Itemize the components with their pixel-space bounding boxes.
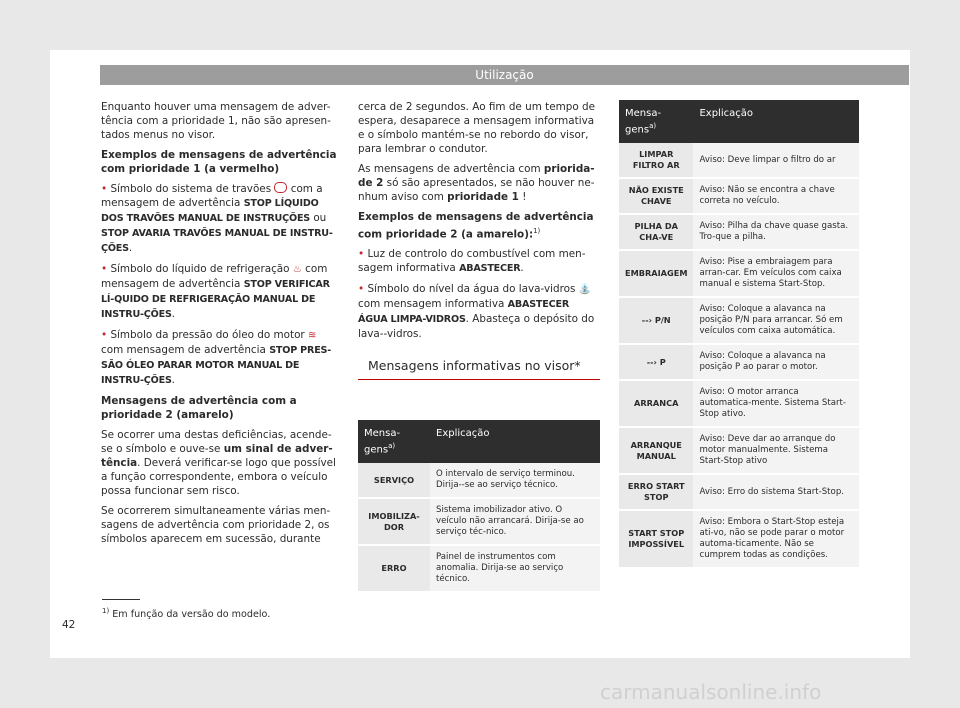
heading-examples-priority-2: Exemplos de mensagens de advertência com prioridade 2 (a amarelo):$^{1)}$ [358,211,594,241]
bullet-washer: • Símbolo do nível da água do lava-vidros ⛲ com mensagem informativa ABASTECER ÁGUA LIMPA-VIDROS. Abasteça o depósito do lava--vidros. [358,283,595,341]
info-messages-table-1 [358,420,600,593]
section-heading-info-messages: Mensagens informativas no visor* [358,359,600,380]
table-row: EMBRAIAGEM Aviso: Pise a embraiagem para arran-car. Em veículos com caixa manual e sistema Start-Stop. [619,250,859,297]
table-row: ARRANCA Aviso: O motor arranca automatica-mente. Sistema Start-Stop ativo. [619,380,859,427]
table-row: --› P/N Aviso: Coloque a alavanca na posição P/N para arrancar. Só em veículos com caixa automática. [619,297,859,344]
heading-priority-2: Mensagens de advertência com a prioridade 2 (amarelo) [101,395,297,421]
column-middle [358,100,600,380]
oil-pressure-icon: ≋ [308,330,317,341]
paragraph-continued: cerca de 2 segundos. Ao fim de um tempo de espera, desaparece a mensagem informativa e o símbolo mantém-se no rebordo do visor, para lembrar o condutor. [358,101,595,155]
washer-fluid-icon: ⛲ [578,284,592,296]
footnote: $^{1)}$ Em função da versão do modelo. [102,607,271,621]
watermark: carmanualsonline.info [600,680,822,704]
page-number: 42 [62,619,76,631]
table-row: ARRANQUE MANUAL Aviso: Deve dar ao arranque do motor manualmente. Sistema Start-Stop ativo [619,427,859,474]
bullet-icon: • [101,329,108,341]
table-row: SERVIÇO O intervalo de serviço terminou. Dirija--se ao serviço técnico. [358,463,600,498]
coolant-icon: ♨ [292,264,302,275]
table-row: START STOP IMPOSSÍVEL Aviso: Embora o Start-Stop esteja ati-vo, não se pode parar o motor automa-ticamente. Não se cumprem todas as condições. [619,510,859,568]
table-header-explanation: Explicação [430,420,600,463]
table-header-messages: Mensa-gens$^{a)}$ [358,420,430,463]
bullet-icon: • [101,263,108,275]
paragraph-priority-2: Se ocorrer uma destas deficiências, acende-se o símbolo e ouve-se um sinal de adver-tência. Deverá verificar-se logo que possível a função correspondente, embora o veículo possa funcionar sem risco. [101,429,336,497]
info-messages-table-2 [619,100,859,569]
column-left [101,100,339,552]
table-row: LIMPAR FILTRO AR Aviso: Deve limpar o filtro do ar [619,143,859,178]
table-row: --› P Aviso: Coloque a alavanca na posição P ao parar o motor. [619,344,859,380]
table-row: IMOBILIZA-DOR Sistema imobilizador ativo. O veículo não arrancará. Dirija-se ao serviço téc-nico. [358,498,600,545]
paragraph-multiple: Se ocorrerem simultaneamente várias men-sagens de advertência com prioridade 2, os símbolos aparecem em sucessão, durante [101,505,331,545]
bullet-brake: • Símbolo do sistema de travões com a mensagem de advertência STOP LÍQUIDO DOS TRAVÕES MANUAL DE INSTRUÇÕES ou STOP AVARIA TRAVÕES MANUAL DE INSTRU-ÇÕES. [101,183,333,254]
table-header-explanation: Explicação [693,100,859,143]
bullet-coolant: • Símbolo do líquido de refrigeração ♨ com mensagem de advertência STOP VERIFICAR LÍ-QUIDO DE REFRIGERAÇÃO MANUAL DE INSTRU-ÇÕES. [101,263,330,320]
intro-paragraph: Enquanto houver uma mensagem de adver-tência com a prioridade 1, não são apresen-tados menus no visor. [101,101,331,141]
footnote-divider [102,599,140,600]
table-row: NÃO EXISTE CHAVE Aviso: Não se encontra a chave correta no veículo. [619,178,859,214]
table-row: ERRO START STOP Aviso: Erro do sistema Start-Stop. [619,474,859,510]
table-row: ERRO Painel de instrumentos com anomalia. Dirija-se ao serviço técnico. [358,545,600,592]
page-header: Utilização [100,65,909,85]
table-header-messages: Mensa-gens$^{a)}$ [619,100,693,143]
bullet-fuel: • Luz de controlo do combustível com men-sagem informativa ABASTECER. [358,248,586,275]
bullet-oil: • Símbolo da pressão do óleo do motor ≋ com mensagem de advertência STOP PRES-SÃO ÓLEO PARAR MOTOR MANUAL DE INSTRU-ÇÕES. [101,329,332,386]
brake-warning-icon [274,182,287,193]
bullet-icon: • [101,183,108,195]
manual-page [50,50,910,658]
heading-priority-1: Exemplos de mensagens de advertência com prioridade 1 (a vermelho) [101,149,337,175]
bullet-icon: • [358,283,365,296]
bullet-icon: • [358,248,365,261]
table-row: PILHA DA CHA-VE Aviso: Pilha da chave quase gasta. Tro-que a pilha. [619,214,859,250]
paragraph-priority-info: As mensagens de advertência com priorida-de 2 só são apresentados, se não houver ne-nhum aviso com prioridade 1 ! [358,163,595,203]
